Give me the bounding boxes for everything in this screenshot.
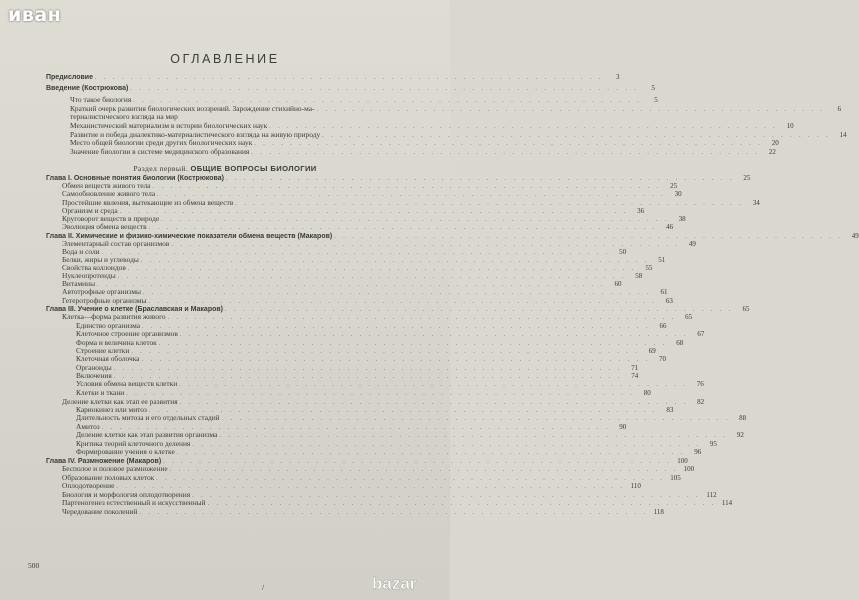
toc-entry-title: Организм и среда xyxy=(62,206,118,215)
toc-leader-dots: . . . . . . . . . . . . . . . . . . . . . . . . . . . . . . . . . . . . . . . . . . . . . . . . . . . . . . . . . xyxy=(116,484,625,490)
toc-entry-title: Формирование учения о клетке xyxy=(76,447,175,456)
watermark: иван xyxy=(8,4,62,26)
toc-entry-title: Органоиды xyxy=(76,363,112,372)
toc-entry-title: Предисловие xyxy=(46,74,93,81)
toc-leader-dots: . . . . . . . . . . . . . . . . . . . . . . . . . . . . . . . . . . . . . . . . . . . . . . . . . . . . . . . . . xyxy=(179,400,689,406)
toc-page-number: 38 xyxy=(678,215,686,223)
toc-page-number: 20 xyxy=(771,139,779,147)
toc-entry-title: Включения xyxy=(76,371,112,380)
toc-page-number: 96 xyxy=(694,448,702,456)
toc-entry-title: Развитие и победа диалектико-материалистического взгляда на живую природу xyxy=(70,130,321,139)
toc-leader-dots: . . . . . . . . . . . . . . . . . . . . . . . . . . . . . . . . . . . . . . . . . . . . . . . . . . . . . . . . . xyxy=(158,341,668,347)
toc-entry-title: Клеточная оболочка xyxy=(76,354,140,363)
toc-page-number: 112 xyxy=(706,491,717,499)
toc-chapter-row xyxy=(46,84,655,92)
toc-leader-dots: . . . . . . . . . . . . . . . . . . . . . . . . . . . . . . . . . . . . . . . . . . . . . . . . . . . . . . . . . xyxy=(269,124,778,130)
margin-mark: / xyxy=(262,583,265,592)
toc-page-number: 60 xyxy=(614,280,622,288)
toc-row xyxy=(62,222,674,231)
toc-page-number: 76 xyxy=(696,380,704,388)
toc-leader-dots: . . . . . . . . . . . . . . . . . . . . . . . . . . . . . . . . . . . . . . . . . . . . . . . . . . . . . . . . . xyxy=(152,184,662,190)
toc-leader-dots: . . . . . . . . . . . . . . . . . . . . . . . . . . . . . . . . . . . . . . . . . . . . . . . . . . . . . . . . . xyxy=(141,357,650,363)
toc-entry-title: Оплодотворение xyxy=(62,481,115,490)
toc-entry-title: Значение биологии в системе медицинского образования xyxy=(70,147,250,156)
toc-entry-title: Условия обмена веществ клетки xyxy=(76,379,178,388)
toc-row xyxy=(62,312,693,321)
toc-leader-dots: . . . . . . . . . . . . . . . . . . . . . . . . . . . . . . . . . . . . . . . . . . . . . . . . . . . . . . . . . xyxy=(142,324,651,330)
toc-entry-title: Длительность митоза и его отдельных стадий xyxy=(76,413,220,422)
page-title: ОГЛАВЛЕНИЕ xyxy=(170,52,280,66)
toc-leader-dots: . . . . . . . . . . . . . . . . . . . . . . . . . . . . . . . . . . . . . . . . . . . . . . . . . . . . . . . . . xyxy=(207,501,717,507)
toc-entry-title: Биология и морфология оплодотворения xyxy=(62,490,191,499)
toc-leader-dots: . . . . . . . . . . . . . . . . . . . . . . . . . . . . . . . . . . . . . . . . . . . . . . . . . . . . . . . . . xyxy=(148,225,658,231)
toc-leader-dots: . . . . . . . . . . . . . . . . . . . . . . . . . . . . . . . . . . . . . . . . . . . . . . . . . . . . . . . . . xyxy=(176,450,686,456)
toc-leader-dots: . . . . . . . . . . . . . . . . . . . . . . . . . . . . . . . . . . . . . . . . . . . . . . . . . . . . . . . . . xyxy=(143,290,652,296)
toc-leader-dots: . . . . . . . . . . . . . . . . . . . . . . . . . . . . . . . . . . . . . . . . . . . . . . . . . . . . . . . . . xyxy=(113,374,623,380)
toc-entry-title: Эволюция обмена веществ xyxy=(62,222,147,231)
toc-leader-dots: . . . . . . . . . . . . . . . . . . . . . . . . . . . . . . . . . . . . . . . . . . . . . . . . . . . . . . . . . xyxy=(322,133,831,139)
toc-page-number: 65 xyxy=(742,305,750,313)
toc-page-number: 83 xyxy=(666,406,674,414)
toc-row xyxy=(70,95,658,104)
toc-row xyxy=(70,113,426,121)
toc-leader-dots: . . . . . . . . . . . . . . . . . . . . . . . . . . . . . . . . . . . . . . . . . . . . . . . . . . . . . . . . . xyxy=(251,150,760,156)
toc-entry-title: Гетеротрофные организмы xyxy=(62,296,147,305)
toc-leader-dots: . . . . . . . . . . . . . . . . . . . . . . . . . . . . . . . . . . . . . . . . . . . . . . . . . . . . . . . . . xyxy=(127,266,637,272)
toc-entry-title: Механистический материализм в истории биологических наук xyxy=(70,121,268,130)
toc-entry-title: Вода и соли xyxy=(62,247,100,256)
toc-row xyxy=(62,263,653,272)
toc-entry-title: Строение клетки xyxy=(76,346,130,355)
toc-row xyxy=(62,481,641,490)
toc-page-number: 63 xyxy=(665,297,673,305)
toc-page-number: 14 xyxy=(839,131,847,139)
toc-entry-title: Обмен веществ живого тела xyxy=(62,181,151,190)
toc-row xyxy=(76,354,666,363)
toc-entry-title: Клетка—форма развития живого xyxy=(62,312,166,321)
toc-leader-dots: . . . . . . . . . . . . . . . . . . . . . . . . . . . . . . . . . . . . . . . . . . . . . . . . . . . . . . . . . xyxy=(225,176,735,182)
toc-row xyxy=(76,379,704,388)
toc-entry-title: Место общей биологии среди других биологических наук xyxy=(70,138,253,147)
toc-page-number: 50 xyxy=(619,248,627,256)
toc-page-number: 105 xyxy=(670,474,681,482)
toc-leader-dots: . . . . . . . . . . . . . . . . . . . . . . . . . . . . . . . . . . . . . . . . . . . . . . . . . . . . . . . . . xyxy=(171,242,680,248)
toc-page-number: 67 xyxy=(697,330,705,338)
toc-page-number: 22 xyxy=(768,148,776,156)
toc-leader-dots: . . . . . . . . . . . . . . . . . . . . . . . . . . . . . . . . . . . . . . . . . . . . . . . . . . . . . . . . . xyxy=(97,282,606,288)
toc-row xyxy=(62,271,643,280)
toc-leader-dots: . . . . . . . . . . . . . . . . . . . . . . . . . . . . . . . . . . . . . . . . . . . . . . . . . . . . . . . . . xyxy=(130,86,639,92)
toc-row xyxy=(70,121,794,130)
toc-leader-dots: . . . . . . . . . . . . . . . . . . . . . . . . . . . . . . . . . . . . . . . . . . . . . . . . . . . . . . . . . xyxy=(235,201,744,207)
section-title: ОБЩИЕ ВОПРОСЫ БИОЛОГИИ xyxy=(190,164,317,173)
toc-row xyxy=(62,287,668,296)
toc-page-number: 88 xyxy=(739,414,747,422)
toc-leader-dots: . . . . . . . . . . . . . . . . . . . . . . . . . . . . . . . . . . . . . . . . . . . . . . . . . . . . . . . . . xyxy=(254,141,763,147)
toc-leader-dots: . . . . . . . . . . . . . . . . . . . . . . . . . . . . . . . . . . . . . . . . . . . . . . . . . . . . . . . . . xyxy=(148,408,658,414)
toc-entry-title: Клеточное строение организмов xyxy=(76,329,178,338)
toc-leader-dots: . . . . . . . . . . . . . . . . . . . . . . . . . . . . . . . . . . . . . . . . . . . . . . . . . . . . . . . . . xyxy=(133,98,642,104)
toc-entry-title: Образование половых клеток xyxy=(62,473,155,482)
toc-page-number: 68 xyxy=(676,339,684,347)
toc-leader-dots: . . . . . . . . . . . . . . . . . . . . . . . . . . . . . . . . . . . . . . . . . . . . . . . . . . . . . . . . . xyxy=(192,442,701,448)
toc-entry-title: Свойства коллоидов xyxy=(62,263,126,272)
toc-entry-title: Автотрофные организмы xyxy=(62,287,141,296)
toc-leader-dots: . . . . . . . . . . . . . . . . . . . . . . . . . . . . . . . . . . . . . . . . . . . . . . . . . . . . . . . . . xyxy=(163,459,672,465)
toc-leader-dots: . . . . . . . . . . . . . . . . . . . . . . . . . . . . . . . . . . . . . . . . . . . . . . . . . . . . . . . . . xyxy=(156,476,665,482)
toc-entry-title: Глава I. Основные понятия биологии (Кострюкова) xyxy=(46,175,224,182)
toc-leader-dots: . . . . . . . . . . . . . . . . . . . . . . . . . . . . . . . . . . . . . . . . . . . . . . . . . . . . . . . . . xyxy=(219,433,728,439)
toc-leader-dots: . . . . . . . . . . . . . . . . . . . . . . . . . . . . . . . . . . . . . . . . . . . . . . . . . . . . . . . . . xyxy=(192,493,701,499)
toc-row xyxy=(62,473,681,482)
toc-entry-title: Простейшие явления, вытекающие из обмена веществ xyxy=(62,198,234,207)
toc-page-number: 74 xyxy=(631,372,639,380)
toc-page-number: 100 xyxy=(677,457,688,465)
toc-page-number: 95 xyxy=(709,440,717,448)
page-number: 500 xyxy=(28,561,40,570)
toc-entry-title: Самообновление живого тела xyxy=(62,189,156,198)
toc-entry-title: Амитоз xyxy=(76,422,100,431)
toc-entry-title: Единство организма xyxy=(76,321,141,330)
toc-row xyxy=(76,388,651,397)
toc-entry-title: Чередование поколений xyxy=(62,507,138,516)
toc-page-number: 82 xyxy=(697,398,705,406)
toc-row xyxy=(76,413,747,422)
toc-entry-title: Нуклеопротеиды xyxy=(62,271,116,280)
toc-page-number: 114 xyxy=(721,499,733,507)
toc-page-number: 61 xyxy=(660,288,668,296)
toc-page-number: 5 xyxy=(654,96,658,104)
toc-entry-title: Глава IV. Размножение (Макаров) xyxy=(46,458,162,465)
toc-row xyxy=(76,447,702,456)
toc-row xyxy=(62,189,682,198)
toc-entry-title: Краткий очерк развития биологических воззрений. Зарождение стихийно-ма- xyxy=(70,104,315,113)
toc-page-number: 25 xyxy=(743,174,751,182)
toc-leader-dots: . . . . . . . . . . . . . . . . . . . . . . . . . . . . . . . . . . . . . . . . . . . . . . . . . . . . . . . . . xyxy=(179,382,688,388)
toc-entry-title: Глава III. Учение о клетке (Браславская и Макаров) xyxy=(46,306,223,313)
toc-leader-dots: . . . . . . . . . . . . . . . . . . . . . . . . . . . . . . . . . . . . . . . . . . . . . . . . . . . . . . . . . xyxy=(126,391,635,397)
toc-entry-title: Глава II. Химические и физико-химические показатели обмена веществ (Макаров) xyxy=(46,233,333,240)
toc-page-number: 36 xyxy=(637,207,645,215)
toc-leader-dots: . . . . . . . . . . . . . . . . . . . . . . . . . . . . . . . . . . . . . . . . . . . . . . . . . . . . . . . . . xyxy=(101,250,611,256)
toc-page-number: 6 xyxy=(837,105,841,113)
toc-page-number: 58 xyxy=(635,272,643,280)
section-label: Раздел первый. xyxy=(133,164,189,173)
toc-entry-title: Бесполое и половое размножение xyxy=(62,464,168,473)
toc-page-number: 30 xyxy=(674,190,682,198)
toc-page-number: 69 xyxy=(648,347,656,355)
toc-row xyxy=(76,430,744,439)
toc-row xyxy=(76,363,639,372)
toc-leader-dots: . . . . . . . . . . . . . . . . . . . . . . . . . . . . . . . . . . . . . . . . . . . . . . . . . . . . . . . . . xyxy=(113,366,623,372)
toc-page-number: 100 xyxy=(683,465,695,473)
toc-leader-dots: . . . . . . . . . . . . . . . . . . . . . . . . . . . . . . . . . . . . . . . . . . . . . . . . . . . . . . . . . xyxy=(119,209,629,215)
toc-page-number: 46 xyxy=(666,223,674,231)
toc-entry-title: Партеногенез естественный и искусственный xyxy=(62,498,206,507)
toc-page-number: 49 xyxy=(688,240,696,248)
toc-page-number: 10 xyxy=(786,122,794,130)
toc-page-number: 55 xyxy=(645,264,653,272)
toc-entry-title: териалистического взгляда на мир xyxy=(70,112,178,121)
toc-leader-dots: . . . . . . . . . . . . . . . . . . . . . . . . . . . . . . . . . . . . . . . . . . . . . . . . . . . . . . . . . xyxy=(334,234,843,240)
toc-chapter-row xyxy=(46,73,620,81)
toc-leader-dots: . . . . . . . . . . . . . . . . . . . . . . . . . . . . . . . . . . . . . . . . . . . . . . . . . . . . . . . . . xyxy=(117,274,627,280)
toc-leader-dots: . . . . . . . . . . . . . . . . . . . . . . . . . . . . . . . . . . . . . . . . . . . . . . . . . . . . . . . . . xyxy=(169,467,679,473)
toc-leader-dots: . . . . . . . . . . . . . . . . . . . . . . . . . . . . . . . . . . . . . . . . . . . . . . . . . . . . . . . . . xyxy=(101,425,611,431)
toc-row xyxy=(70,147,776,156)
svg-text:bazar: bazar xyxy=(372,574,417,593)
toc-entry-title: Деление клетки как этап ее развития xyxy=(62,397,178,406)
toc-row xyxy=(62,498,733,507)
toc-leader-dots: . . . . . . . . . . . . . . . . . . . . . . . . . . . . . . . . . . . . . . . . . . . . . . . . . . . . . . . . . xyxy=(221,416,731,422)
toc-leader-dots: . . . . . . . . . . . . . . . . . . . . . . . . . . . . . . . . . . . . . . . . . . . . . . . . . . . . . . . . . xyxy=(225,307,734,313)
toc-page-number: 66 xyxy=(659,322,667,330)
toc-entry-title: Форма и величина клеток xyxy=(76,338,157,347)
toc-page-number: 70 xyxy=(658,355,666,363)
toc-page-number: 65 xyxy=(685,313,693,321)
toc-row xyxy=(70,138,779,147)
toc-entry-title: Критика теорий клеточного деления xyxy=(76,439,191,448)
toc-leader-dots: . . . . . . . . . . . . . . . . . . . . . . . . . . . . . . . . . . . . . . . . . . . . . . . . . . . . . . . . . xyxy=(161,217,670,223)
toc-leader-dots: . . . . . . . . . . . . . . . . . . . . . . . . . . . . . . . . . . . . . . . . . . . . . . . . . . . . . . . . . xyxy=(179,332,689,338)
toc-entry-title: Клетки и ткани xyxy=(76,388,125,397)
bazar-logo xyxy=(370,572,440,594)
toc-leader-dots: . . . . . . . . . . . . . . . . . . . . . . . . . . . . . . . . . . . . . . . . . . . . . . . . . . . . . . . . . xyxy=(148,299,657,305)
toc-entry-title: Витамины xyxy=(62,279,96,288)
toc-leader-dots: . . . . . . . . . . . . . . . . . . . . . . . . . . . . . . . . . . . . . . . . . . . . . . . . . . . . . . . . . xyxy=(139,510,648,516)
toc-entry-title: Введение (Кострюкова) xyxy=(46,85,129,92)
toc-page-number: 5 xyxy=(651,84,655,92)
toc-leader-dots: . . . . . . . . . . . . . . . . . . . . . . . . . . . . . . . . . . . . . . . . . . . . . . . . . . . . . . . . . xyxy=(131,349,640,355)
toc-page-number: 49 xyxy=(851,232,859,240)
toc-row xyxy=(76,329,705,338)
toc-page-number: 90 xyxy=(619,423,627,431)
toc-row xyxy=(62,239,696,248)
toc-entry-title: Что такое биология xyxy=(70,95,132,104)
toc-entry-title: Белки, жиры и углеводы xyxy=(62,255,139,264)
toc-leader-dots: . . . . . . . . . . . . . . . . . . . . . . . . . . . . . . . . . . . . . . . . . . . . . . . . . . . . . . . . . xyxy=(167,315,677,321)
toc-page-number: 51 xyxy=(658,256,666,264)
toc-leader-dots: . . . . . . . . . . . . . . . . . . . . . . . . . . . . . . . . . . . . . . . . . . . . . . . . . . . . . . . . . xyxy=(94,75,604,81)
toc-row xyxy=(62,464,695,473)
toc-leader-dots: . . . . . . . . . . . . . . . . . . . . . . . . . . . . . . . . . . . . . . . . . . . . . . . . . . . . . . . . . xyxy=(157,192,666,198)
toc-leader-dots: . . . . . . . . . . . . . . . . . . . . . . . . . . . . . . . . . . . . . . . . . . . . . . . . . . . . . . . . . xyxy=(140,258,650,264)
toc-page-number: 3 xyxy=(615,73,620,81)
toc-page-number: 110 xyxy=(630,482,641,490)
toc-entry-title: Круговорот веществ в природе xyxy=(62,214,160,223)
toc-leader-dots: . . . . . . . . . . . . . . . . . . . . . . . . . . . . . . . . . . . . . . . . . . . . . . . . . . . . . . . . . xyxy=(316,107,825,113)
toc-entry-title: Кариокинез или митоз xyxy=(76,405,147,414)
toc-row xyxy=(62,296,673,305)
toc-page-number: 118 xyxy=(653,508,664,516)
toc-page-number: 92 xyxy=(736,431,744,439)
toc-page-number: 71 xyxy=(631,364,639,372)
toc-page-number: 25 xyxy=(670,182,678,190)
toc-row xyxy=(62,507,664,516)
toc-entry-title: Элементарный состав организмов xyxy=(62,239,170,248)
toc-page-number: 34 xyxy=(752,199,760,207)
toc-entry-title: Деление клетки как этап развития организма xyxy=(76,430,218,439)
toc-page-number: 80 xyxy=(643,389,651,397)
